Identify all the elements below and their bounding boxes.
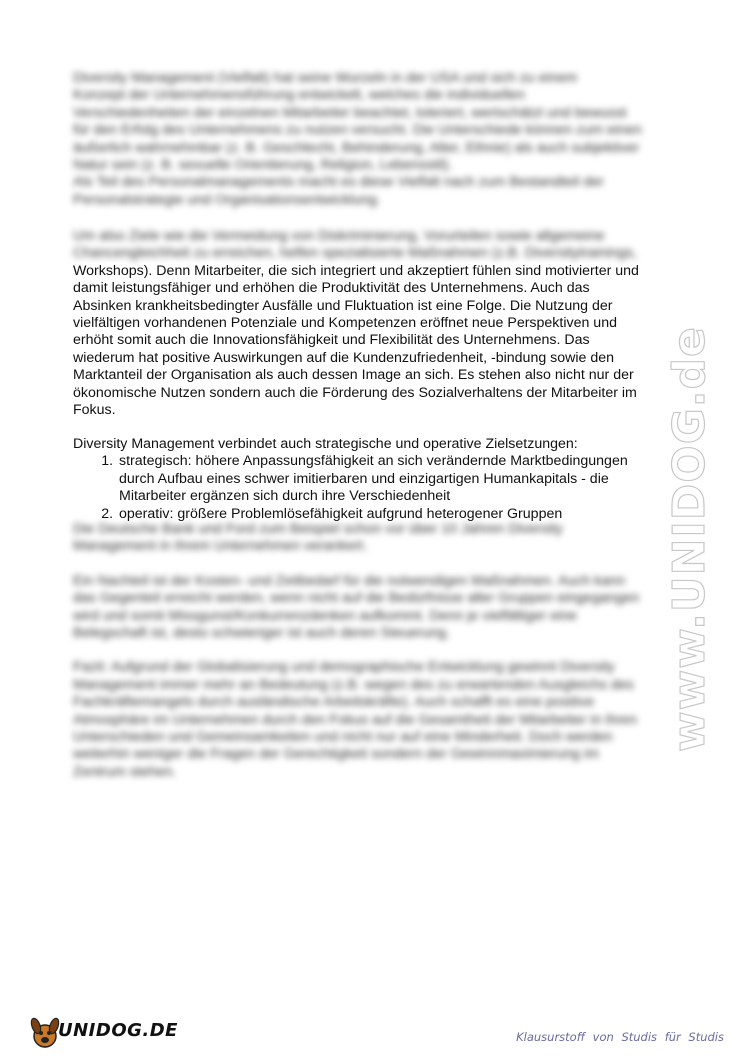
text-line: für den Erfolg des Unternehmens zu nutzen versucht. Die Unterschiede können zum einen — [73, 122, 642, 139]
text-line: Belegschaft ist, desto schwieriger ist auch deren Steuerung. — [73, 625, 450, 642]
text-line: weiterhin weniger die Fragen der Gerechtigkeit sondern der Gewinnmaximierung im — [73, 746, 599, 763]
text-line: Management immer mehr an Bedeutung (z.B. wegen des zu erwartenden Ausgleichs des — [73, 676, 634, 693]
text-line: Natur sein (z. B. sexuelle Orientierung, Religion, Lebensstil). — [73, 157, 453, 174]
text-line: damit leistungsfähiger und erhöhen die Produktivität des Unternehmens. Auch das — [73, 280, 590, 297]
text-line: Fazit: Aufgrund der Globalisierung und demographische Entwicklung gewinnt Diversity — [73, 659, 615, 676]
text-line: Mitarbeiter ergänzen sich durch ihre Verschiedenheit — [119, 488, 451, 505]
text-line: 2. operativ: größere Problemlösefähigkeit aufgrund heterogener Gruppen — [119, 505, 563, 522]
text-line: Unterschieden und Gemeinsamkeiten und nicht nur auf eine Minderheit. Doch werden — [73, 729, 613, 746]
text-line: Atmosphäre im Unternehmen durch den Fokus auf die Gesamtheit der Mitarbeiter in ihren — [73, 711, 637, 728]
text-line: Diversity Management (Vielfalt) hat seine Wurzeln in der USA und sich zu einem — [73, 70, 578, 86]
body-paragraph-benefits — [73, 228, 683, 419]
text-line: Management in ihrem Unternehmen verankert. — [73, 538, 368, 555]
text-line: Um also Ziele wie die Vermeidung von Diskriminierung, Vorurteilen sowie allgemeine — [73, 228, 605, 244]
footer-tagline: Klausurstoff von Studis für Studis — [516, 1030, 724, 1044]
text-line: Konzept der Unternehmensführung entwickelt, welches die individuellen — [73, 87, 525, 104]
text-line: Fokus. — [73, 402, 116, 419]
dog-icon — [28, 1014, 62, 1050]
text-line: Fachkräftemangels durch ausländische Arbeitskräfte). Auch schafft es eine positive — [73, 694, 595, 711]
text-line: ökonomische Nutzen sondern auch die Förderung des Sozialverhaltens der Mitarbeiter im — [73, 384, 637, 401]
text-line: Personalstrategie und Organisationsentwicklung. — [73, 191, 381, 208]
text-line: wiederum hat positive Auswirkungen auf die Kundenzufriedenheit, -bindung sowie den — [73, 349, 615, 366]
text-line: Chancengleichheit zu erreichen, helfen spezialisierte Maßnahmen (z.B. Diversitytrainings, — [73, 245, 637, 262]
text-line: Absinken krankheitsbedingter Ausfälle und Fluktuation ist eine Folge. Die Nutzung der — [73, 297, 613, 314]
text-line: erhöht somit auch die Innovationsfähigkeit und Flexibilität des Unternehmens. Das — [73, 332, 590, 349]
text-line: Als Teil des Personalmanagements macht es diese Vielfalt nach zum Bestandteil der — [73, 174, 605, 191]
text-line: vielfältigen vorhandenen Potenziale und Kompetenzen eröffnet neue Perspektiven und — [73, 315, 617, 332]
text-line: Die Deutsche Bank und Ford zum Beispiel schon vor über 10 Jahren Diversity — [73, 521, 563, 537]
text-line: das Gegenteil erreicht werden, wenn nicht auf die Bedürfnisse aller Gruppen eingegangen — [73, 590, 640, 607]
unidog-logo[interactable] — [28, 1014, 178, 1050]
site-watermark — [660, 240, 720, 760]
objectives-section — [73, 436, 683, 523]
text-line: äußerlich wahrnehmbar (z. B. Geschlecht, Behinderung, Alter, Ethnie) als auch subjektiver — [73, 139, 640, 156]
list-item — [117, 453, 683, 505]
watermark-text: www.UNIDOG.de — [664, 326, 715, 752]
text-line: wird und somit Missgunst/Konkurrenzdenken aufkommt. Denn je vielfältiger eine — [73, 607, 577, 624]
blurred-intro-section — [73, 70, 683, 209]
text-line: Verschiedenheiten der einzelnen Mitarbeiter beachtet, toleriert, wertschätzt und bewusst — [73, 104, 627, 121]
objectives-intro: Diversity Management verbindet auch strategische und operative Zielsetzungen: — [73, 436, 578, 452]
text-line: Zentrum stehen. — [73, 763, 177, 780]
text-line: 1. strategisch: höhere Anpassungsfähigkeit an sich verändernde Marktbedingungen — [119, 453, 628, 470]
blurred-conclusion-section — [73, 521, 683, 781]
logo-text: UNIDOG.DE — [58, 1020, 178, 1041]
text-line: Ein Nachteil ist der Kosten- und Zeitbedarf für die notwendigen Maßnahmen. Auch kann — [73, 572, 626, 589]
objectives-list — [73, 453, 683, 523]
text-line: Workshops). Denn Mitarbeiter, die sich integriert und akzeptiert fühlen sind motivierter und — [73, 262, 639, 279]
text-line: durch Aufbau eines schwer imitierbaren und einzigartigen Humankapitals - die — [119, 470, 609, 487]
text-line: Marktanteil der Organisation als auch dessen Image an sich. Es stehen also nicht nur der — [73, 367, 634, 384]
